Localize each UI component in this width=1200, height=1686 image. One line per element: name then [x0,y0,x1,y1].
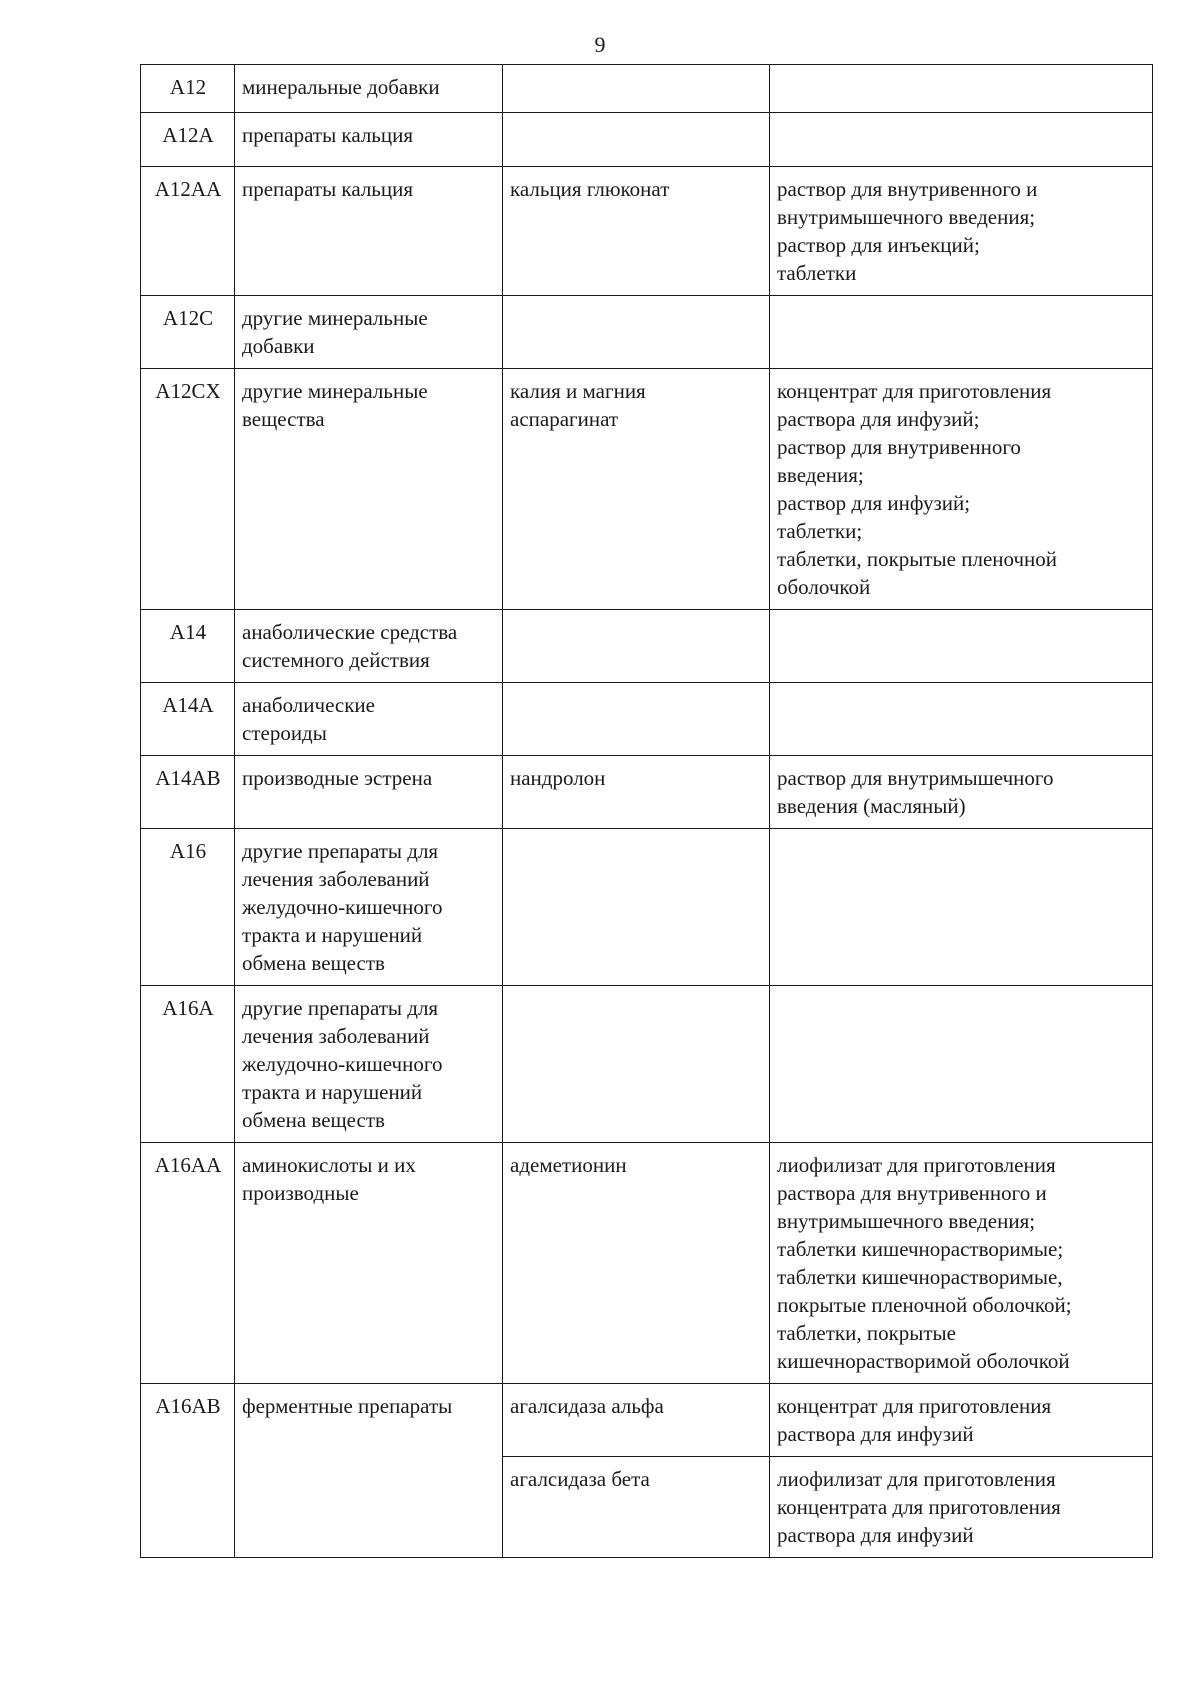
text-line: введения; [777,463,864,487]
text-line: лиофилизат для приготовления [777,1153,1056,1177]
table-row [141,113,1153,167]
text-line: концентрата для приготовления [777,1495,1061,1519]
text-line: обмена веществ [242,951,385,975]
text-line: препараты кальция [242,123,414,147]
text-line: таблетки кишечнорастворимые, [777,1265,1063,1289]
table-row [141,986,1153,1143]
atc-code-cell: A12 [141,65,235,113]
text-line: кишечнорастворимой оболочкой [777,1349,1070,1373]
text-line: другие минеральные [242,379,428,403]
text-line: концентрат для приготовления [777,1394,1052,1418]
text-line: оболочкой [777,575,871,599]
text-line: обмена веществ [242,1108,385,1132]
text-line: калия и магния [510,379,646,403]
drug-name-cell [503,369,770,610]
group-name-cell [235,167,503,296]
text-line: анаболические средства [242,620,458,644]
dosage-forms-cell [770,65,1153,113]
dosage-forms-cell [770,296,1153,369]
page-number: 9 [594,32,606,57]
dosage-forms-cell [770,1384,1153,1457]
text-line: другие препараты для [242,839,439,863]
text-line: ферментные препараты [242,1394,453,1418]
dosage-forms-cell [770,756,1153,829]
drug-name-cell [503,829,770,986]
text-line: агалсидаза бета [510,1467,650,1491]
text-line: внутримышечного введения; [777,1209,1036,1233]
dosage-forms-cell [770,369,1153,610]
drug-name-cell [503,1457,770,1558]
dosage-forms-cell [770,610,1153,683]
drug-name-cell [503,986,770,1143]
text-line: агалсидаза альфа [510,1394,664,1418]
text-line: раствора для внутривенного и [777,1181,1047,1205]
table-row [141,65,1153,113]
drug-name-cell [503,683,770,756]
text-line: стероиды [242,721,327,745]
drug-name-cell [503,65,770,113]
text-line: другие препараты для [242,996,439,1020]
group-name-cell [235,296,503,369]
table-row [141,1143,1153,1384]
atc-code-cell: A12AA [141,167,235,296]
text-line: желудочно-кишечного [242,1052,443,1076]
text-line: лечения заболеваний [242,867,430,891]
drug-name-cell [503,1384,770,1457]
text-line: раствора для инфузий [777,1523,974,1547]
text-line: минеральные добавки [242,75,440,99]
text-line: тракта и нарушений [242,1080,423,1104]
text-line: нандролон [510,766,606,790]
drug-name-cell [503,756,770,829]
dosage-forms-cell [770,829,1153,986]
text-line: производные эстрена [242,766,433,790]
text-line: аспарагинат [510,407,619,431]
text-line: аминокислоты и их [242,1153,416,1177]
group-name-cell [235,683,503,756]
table-row [141,683,1153,756]
text-line: таблетки [777,261,857,285]
table-row [141,756,1153,829]
text-line: раствор для инфузий; [777,491,971,515]
table-row [141,369,1153,610]
drug-name-cell [503,1143,770,1384]
text-line: введения (масляный) [777,794,966,818]
text-line: таблетки, покрытые [777,1321,956,1345]
group-name-cell [235,113,503,167]
atc-code-cell: A16AB [141,1384,235,1558]
text-line: раствор для инъекций; [777,233,980,257]
text-line: покрытые пленочной оболочкой; [777,1293,1072,1317]
atc-code-cell: A12CX [141,369,235,610]
drug-name-cell [503,296,770,369]
text-line: тракта и нарушений [242,923,423,947]
dosage-forms-cell [770,683,1153,756]
dosage-forms-cell [770,167,1153,296]
group-name-cell [235,1384,503,1558]
text-line: адеметионин [510,1153,627,1177]
text-line: препараты кальция [242,177,414,201]
group-name-cell [235,829,503,986]
table-row [141,1384,1153,1457]
text-line: вещества [242,407,325,431]
table-body [141,65,1153,1558]
text-line: таблетки, покрытые пленочной [777,547,1058,571]
group-name-cell [235,1143,503,1384]
text-line: раствор для внутримышечного [777,766,1054,790]
group-name-cell [235,610,503,683]
atc-code-cell: A14A [141,683,235,756]
text-line: другие минеральные [242,306,428,330]
table-row [141,829,1153,986]
text-line: таблетки; [777,519,863,543]
atc-code-cell: A12C [141,296,235,369]
text-line: раствора для инфузий; [777,407,980,431]
text-line: лечения заболеваний [242,1024,430,1048]
text-line: производные [242,1181,359,1205]
table-row [141,167,1153,296]
text-line: добавки [242,334,315,358]
text-line: анаболические [242,693,375,717]
text-line: концентрат для приготовления [777,379,1052,403]
text-line: раствор для внутривенного и [777,177,1038,201]
text-line: желудочно-кишечного [242,895,443,919]
group-name-cell [235,756,503,829]
drug-name-cell [503,167,770,296]
atc-code-cell: A12A [141,113,235,167]
dosage-forms-cell [770,986,1153,1143]
text-line: лиофилизат для приготовления [777,1467,1056,1491]
drug-name-cell [503,113,770,167]
text-line: раствора для инфузий [777,1422,974,1446]
group-name-cell [235,65,503,113]
text-line: кальция глюконат [510,177,670,201]
dosage-forms-cell [770,1457,1153,1558]
atc-code-cell: A16A [141,986,235,1143]
atc-code-cell: A14 [141,610,235,683]
drug-name-cell [503,610,770,683]
text-line: внутримышечного введения; [777,205,1036,229]
table-row [141,610,1153,683]
atc-code-cell: A16AA [141,1143,235,1384]
group-name-cell [235,986,503,1143]
atc-code-cell: A16 [141,829,235,986]
dosage-forms-cell [770,113,1153,167]
table-row [141,296,1153,369]
text-line: таблетки кишечнорастворимые; [777,1237,1064,1261]
drug-classification-table [140,64,1153,1558]
group-name-cell [235,369,503,610]
text-line: раствор для внутривенного [777,435,1021,459]
text-line: системного действия [242,648,430,672]
atc-code-cell: A14AB [141,756,235,829]
dosage-forms-cell [770,1143,1153,1384]
